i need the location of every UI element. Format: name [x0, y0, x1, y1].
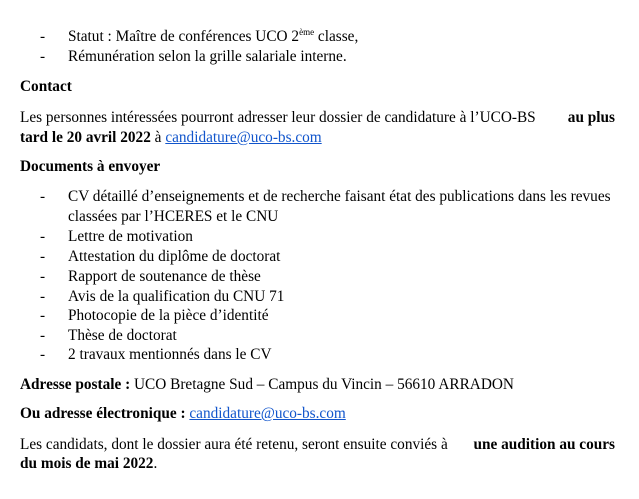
document-item: Photocopie de la pièce d’identité: [68, 307, 269, 324]
contact-deadline: tard le 20 avril 2022: [20, 129, 151, 146]
bullet-dash: -: [40, 307, 46, 324]
postal-address-value: UCO Bretagne Sud – Campus du Vincin – 56610 ARRADON: [130, 376, 514, 393]
statut-item: [68, 27, 615, 46]
email-address-label: Ou adresse électronique :: [20, 405, 186, 422]
document-item: Avis de la qualification du CNU 71: [68, 288, 285, 305]
remuneration-item: Rémunération selon la grille salariale interne.: [68, 48, 347, 65]
contact-text: Les personnes intéressées pourront adresser leur dossier de candidature à l’UCO-BS: [20, 109, 536, 126]
document-item: Attestation du diplôme de doctorat: [68, 248, 281, 265]
postal-address: [20, 375, 615, 394]
document-item: 2 travaux mentionnés dans le CV: [68, 346, 272, 363]
closing-paragraph-line1: [20, 435, 615, 454]
document-item: Thèse de doctorat: [68, 327, 177, 344]
contact-heading: Contact: [20, 78, 72, 95]
bullet-dash: -: [40, 288, 46, 305]
bullet-dash: -: [40, 327, 46, 344]
bullet-dash: -: [40, 248, 46, 265]
postal-address-label: Adresse postale :: [20, 376, 131, 393]
contact-deadline-start: au plus: [567, 109, 615, 126]
closing-text: Les candidats, dont le dossier aura été retenu, seront ensuite conviés à: [20, 436, 448, 453]
bullet-dash: -: [40, 268, 46, 285]
document-item-cv-cont: classées par l’HCERES et le CNU: [68, 208, 279, 225]
email-address-link[interactable]: candidature@uco-bs.com: [189, 405, 346, 422]
document-item: Lettre de motivation: [68, 228, 193, 245]
bullet-dash: -: [40, 28, 46, 45]
bullet-dash: -: [40, 346, 46, 363]
statut-superscript: ème: [299, 27, 315, 37]
bullet-dash: -: [40, 228, 46, 245]
bullet-dash: -: [40, 188, 46, 205]
statut-text: Statut : Maître de conférences UCO 2: [68, 28, 300, 45]
bullet-dash: -: [40, 48, 46, 65]
contact-email-link[interactable]: candidature@uco-bs.com: [165, 129, 322, 146]
document-item-cv: CV détaillé d’enseignements et de recherche faisant état des publications dans les revues: [68, 188, 611, 205]
closing-paragraph-line2: [20, 454, 615, 473]
closing-audition-date: du mois de mai 2022: [20, 455, 154, 472]
documents-heading: Documents à envoyer: [20, 158, 161, 175]
contact-connector: à: [150, 129, 166, 146]
closing-audition-start: une audition au cours: [473, 436, 615, 453]
closing-period: .: [153, 455, 158, 472]
contact-paragraph-line1: [20, 108, 615, 127]
statut-suffix: classe,: [314, 28, 359, 45]
email-address: [20, 404, 615, 423]
document-item: Rapport de soutenance de thèse: [68, 268, 261, 285]
contact-paragraph-line2: [20, 128, 615, 147]
